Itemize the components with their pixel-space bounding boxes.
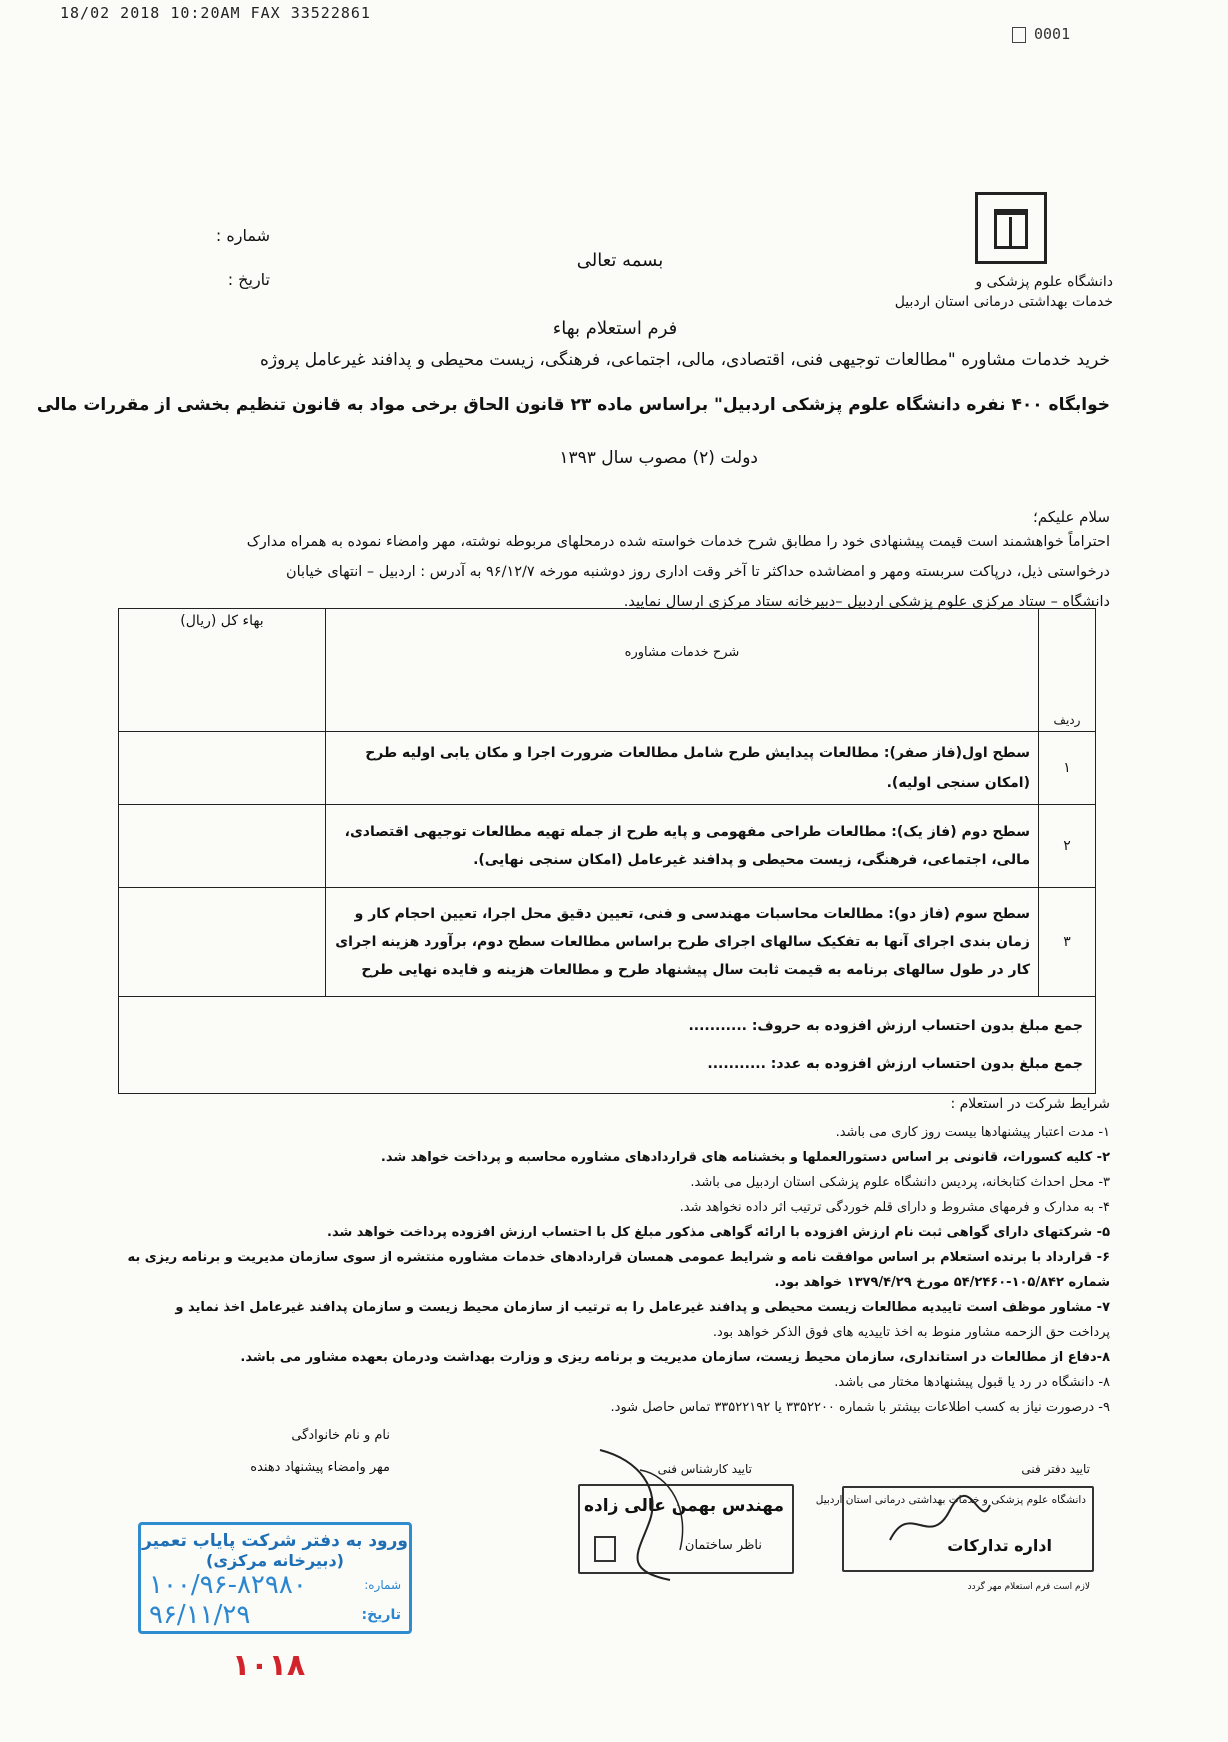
condition-item: ۴- به مدارک و فرمهای مشروط و دارای قلم خوردگی ترتیب اثر داده نخواهد شد. [679, 1200, 1110, 1215]
letter-line-1: احتراماً خواهشمند است قیمت پیشنهادی خود را مطابق شرح خدمات خواسته شده درمحلهای مربوطه نوشته، مهر وامضاء نموده به همراه مدارک [246, 534, 1110, 550]
checkbox-icon [1012, 27, 1026, 43]
date-label: تاریخ : [227, 270, 270, 289]
col-row-header: ردیف [1039, 609, 1096, 732]
office-signature [880, 1490, 1000, 1560]
procurement-stamp-line-2: اداره تدارکات [947, 1536, 1052, 1555]
university-name: دانشگاه علوم پزشکی و خدمات بهداشتی درمانی استان اردبیل [894, 274, 1113, 310]
received-stamp-subtitle: (دبیرخانه مرکزی) [206, 1551, 344, 1570]
totals-cell [119, 997, 1096, 1094]
total-in-words[interactable]: جمع مبلغ بدون احتساب ارزش افزوده به حروف: ........... [688, 1018, 1083, 1034]
received-date-label: تاریخ: [361, 1607, 401, 1623]
university-logo [975, 192, 1047, 264]
condition-item: ۲- کلیه کسورات، قانونی بر اساس دستورالعملها و بخشنامه های قراردادهای مشاوره محاسبه و پرداخت خواهد شد. [380, 1150, 1110, 1165]
row-description: سطح سوم (فاز دو): مطالعات محاسبات مهندسی و فنی، تعیین دقیق محل اجرا، تعیین احجام کار و زمان بندی اجرای آنها به تفکیک سالهای اجرای طرح براساس مطالعات سطح دوم، برآورد هزینه اجرای کار در طول سالهای برنامه به قیمت ثابت سال پیشنهاد طرح و مطالعات هزینه و فایده نهایی طرح [326, 888, 1039, 997]
handwritten-number: ۱۰۱۸ [232, 1648, 306, 1683]
bidder-seal-label: مهر وامضاء پیشنهاد دهنده [250, 1460, 390, 1475]
received-stamp-date-row [141, 1600, 409, 1630]
subject-line-2: خوابگاه ۴۰۰ نفره دانشگاه علوم پزشکی اردبیل" براساس ماده ۲۳ قانون الحاق برخی مواد به قانون تنظیم بخشی از مقررات مالی [36, 395, 1110, 415]
received-stamp-number-row [141, 1570, 409, 1600]
subject-line-3: دولت (۲) مصوب سال ۱۳۹۳ [559, 448, 758, 468]
row-price-cell[interactable] [119, 732, 326, 805]
condition-item: پرداخت حق الزحمه مشاور منوط به اخذ تاییدیه های فوق الذکر خواهد بود. [712, 1325, 1110, 1340]
row-number: ۱ [1039, 732, 1096, 805]
office-confirm-label: تایید دفتر فنی [1021, 1462, 1090, 1476]
condition-item: ۳- محل احداث کتابخانه، پردیس دانشگاه علوم پزشکی استان اردبیل می باشد. [690, 1175, 1110, 1190]
greeting: سلام علیکم؛ [1032, 508, 1110, 526]
received-number-label: شماره: [364, 1578, 401, 1592]
received-stamp-title: ورود به دفتر شرکت پایاب تعمیر [142, 1531, 408, 1551]
conditions-title: شرایط شرکت در استعلام : [950, 1096, 1110, 1112]
letter-line-3: دانشگاه – ستاد مرکزی علوم پزشکی اردبیل –دبیرخانه ستاد مرکزی ارسال نمایید. [623, 594, 1110, 610]
expert-confirm-label: تایید کارشناس فنی [657, 1462, 752, 1476]
row-price-cell[interactable] [119, 805, 326, 888]
condition-item: ۷- مشاور موظف است تاییدیه مطالعات زیست محیطی و پدافند غیرعامل را به ترتیب از سازمان محیط زیست و سازمان پدافند غیرعامل اخذ نماید و [175, 1300, 1110, 1315]
conditions-list [110, 1120, 1110, 1420]
book-icon [994, 209, 1028, 249]
total-in-digits[interactable]: جمع مبلغ بدون احتساب ارزش افزوده به عدد: ........... [707, 1056, 1083, 1072]
bidder-name-label: نام و نام خانوادگی [291, 1428, 390, 1443]
table-header-row [119, 609, 1096, 732]
number-label: شماره : [215, 226, 270, 245]
procurement-stamp-line-1: دانشگاه علوم پزشکی و خدمات بهداشتی درمانی استان اردبیل [815, 1494, 1086, 1506]
bismillah: بسمه تعالی [576, 250, 664, 271]
table-row [119, 888, 1096, 997]
row-number: ۳ [1039, 888, 1096, 997]
col-price-header: بهاء کل (ریال) [119, 609, 326, 732]
footer-note: لازم است فرم استعلام مهر گردد [967, 1582, 1090, 1592]
page-number: 0001 [1012, 25, 1070, 43]
condition-item: ۱- مدت اعتبار پیشنهادها بیست روز کاری می باشد. [835, 1125, 1110, 1140]
row-description: سطح اول(فاز صفر): مطالعات پیدایش طرح شامل مطالعات ضرورت اجرا و مکان یابی اولیه طرح (امکان سنجی اولیه). [326, 732, 1039, 805]
engineer-title: ناظر ساختمان [684, 1538, 762, 1553]
letter-line-2: درخواستی ذیل، درپاکت سربسته ومهر و امضاشده حداکثر تا آخر وقت اداری روز دوشنبه مورخه ۹۶/۱۲/۷ به آدرس : اردبیل – انتهای خیابان [285, 564, 1110, 580]
condition-item: ۹- درصورت نیاز به کسب اطلاعات بیشتر با شماره ۳۳۵۲۲۰۰ یا ۳۳۵۲۲۱۹۲ تماس حاصل شود. [610, 1400, 1110, 1415]
totals-row [119, 997, 1096, 1094]
row-price-cell[interactable] [119, 888, 326, 997]
col-desc-header: شرح خدمات مشاوره [326, 609, 1039, 732]
received-stamp [138, 1522, 412, 1634]
received-number-value: ۱۰۰/۹۶-۸۲۹۸۰ [149, 1570, 307, 1600]
condition-item: ۸- دانشگاه در رد یا قبول پیشنهادها مختار می باشد. [834, 1375, 1110, 1390]
services-table [118, 608, 1096, 1094]
condition-item: شماره ۱۰۵/۸۴۲-۵۴/۲۴۶۰ مورخ ۱۳۷۹/۴/۲۹ خواهد بود. [774, 1275, 1110, 1290]
table-row [119, 805, 1096, 888]
condition-item: ۵- شرکتهای دارای گواهی ثبت نام ارزش افزوده با ارائه گواهی مذکور مبلغ کل با احتساب ارزش افزوده پرداخت خواهد شد. [327, 1225, 1110, 1240]
engineer-name: مهندس بهمن عالی زاده [584, 1496, 784, 1516]
condition-item: ۶- قرارداد با برنده استعلام بر اساس موافقت نامه و شرایط عمومی همسان قراردادهای خدمات مشاوره منتشره از سوی سازمان مدیریت و برنامه ریزی به [127, 1250, 1110, 1265]
table-row [119, 732, 1096, 805]
row-description: سطح دوم (فاز یک): مطالعات طراحی مفهومی و پایه طرح از جمله تهیه مطالعات توجیهی اقتصادی، مالی، اجتماعی، فرهنگی، زیست محیطی و پدافند غیرعامل (امکان سنجی نهایی). [326, 805, 1039, 888]
received-date-value: ۹۶/۱۱/۲۹ [149, 1600, 251, 1630]
condition-item: ۸-دفاع از مطالعات در استانداری، سازمان محیط زیست، سازمان مدیریت و برنامه ریزی و وزارت بهداشت ودرمان بعهده مشاور می باشد. [240, 1350, 1110, 1365]
engineer-signature [580, 1430, 740, 1590]
fax-header: 18/02 2018 10:20AM FAX 33522861 [60, 4, 371, 22]
row-number: ۲ [1039, 805, 1096, 888]
subject-line-1: خرید خدمات مشاوره "مطالعات توجیهی فنی، اقتصادی، مالی، اجتماعی، فرهنگی، زیست محیطی و پدافند غیرعامل پروژه [259, 350, 1110, 370]
form-title: فرم استعلام بهاء [552, 318, 678, 339]
